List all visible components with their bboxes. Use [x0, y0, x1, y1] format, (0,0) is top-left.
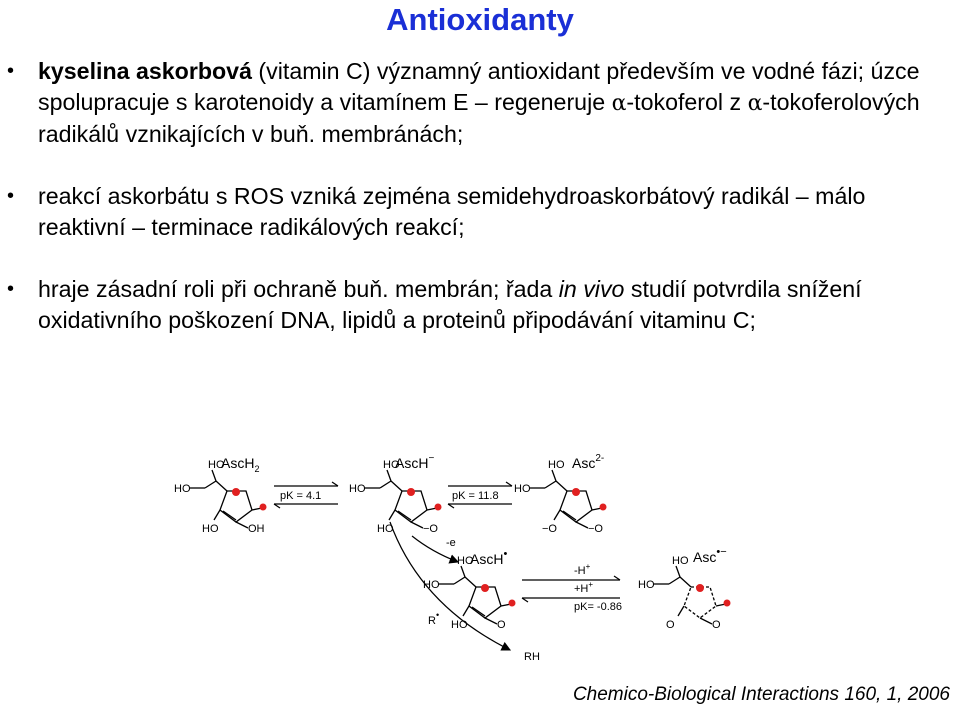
label-asc-radical: Asc•−	[693, 546, 727, 565]
bullet-ros	[38, 181, 938, 243]
label-minus-h: -H+	[574, 562, 591, 577]
oxidation-arrow	[412, 536, 458, 562]
label-ho-12: HO	[672, 555, 689, 567]
label-ho-10: HO	[423, 579, 440, 591]
label-minus-o-2: −O	[542, 523, 557, 535]
equilibrium-arrow-3	[522, 562, 622, 613]
bullet-1-text-a: (vitamin C) významný antioxidant především ve vodné fázi; úzce spolupracuje s karotenoidy a vitamínem E – regeneruje	[38, 58, 920, 115]
label-r-radical: R•	[428, 610, 440, 627]
label-pk2: pK = 11.8	[452, 490, 499, 502]
slide-title: Antioxidanty	[386, 2, 574, 37]
citation: Chemico-Biological Interactions 160, 1, 2006	[572, 684, 950, 705]
bullet-1-text-b: -tokoferol z	[626, 89, 748, 115]
label-pk1: pK = 4.1	[280, 490, 322, 502]
bullet-membrane	[38, 274, 938, 336]
bullet-3-italic: in vivo	[558, 276, 625, 302]
label-oh-1: OH	[248, 523, 265, 535]
label-minus-o-3: −O	[588, 523, 603, 535]
alpha-symbol-2: α	[747, 91, 763, 116]
bullet-list	[38, 56, 938, 336]
equilibrium-arrow-1	[274, 482, 338, 508]
label-o-3: O	[712, 619, 721, 631]
molecule-asc-radical	[638, 546, 731, 631]
alpha-symbol: α	[611, 91, 627, 116]
bullet-3-text-b: studií potvrdila snížení oxidativního poškození DNA, lipidů a proteinů připodávání vitaminu C;	[38, 276, 862, 333]
molecule-asch2	[174, 455, 267, 535]
label-ho-8: HO	[514, 483, 531, 495]
bullet-2-text: reakcí askorbátu s ROS vzniká zejména semidehydroaskorbátový radikál – málo reaktivní – terminace radikálových reakcí;	[38, 183, 866, 240]
label-asch2: AscH$_2$	[221, 455, 260, 474]
molecule-asc2-minus	[514, 453, 607, 535]
label-rh: RH	[524, 651, 540, 663]
label-minus-o-1: −O	[423, 523, 438, 535]
label-asch: AscH−	[395, 453, 435, 471]
label-ho-9: HO	[457, 555, 474, 567]
label-ho-11: HO	[451, 619, 468, 631]
label-o-1: O	[497, 619, 506, 631]
molecule-asch-minus	[349, 453, 442, 535]
label-ho-6: HO	[377, 523, 394, 535]
label-ho-7: HO	[548, 459, 565, 471]
bullet-3-text-a: hraje zásadní roli při ochraně buň. membrán; řada	[38, 276, 559, 302]
bullet-1-text-c: -tokoferolových radikálů vznikajících v buň. membránách;	[38, 89, 920, 147]
label-ho-4: HO	[383, 459, 400, 471]
label-minus-e: -e	[446, 537, 456, 549]
label-pk3: pK= -0.86	[574, 601, 623, 613]
label-o-2: O	[666, 619, 675, 631]
label-ho-5: HO	[349, 483, 366, 495]
radical-scavenging-arrow	[390, 522, 540, 663]
equilibrium-arrow-2	[448, 482, 512, 508]
label-asc2: Asc$^{2-}$	[572, 453, 605, 471]
label-ho-3: HO	[202, 523, 219, 535]
label-ho-1: HO	[208, 459, 225, 471]
bullet-ascorbic-acid	[38, 56, 938, 150]
label-ho-13: HO	[638, 579, 655, 591]
label-asch-radical: AscH•	[470, 548, 508, 567]
ascorbate-reaction-scheme	[150, 440, 950, 678]
label-ho-2: HO	[174, 483, 191, 495]
label-plus-h: +H+	[574, 580, 594, 595]
bullet-1-bold: kyselina askorbová	[38, 58, 252, 84]
